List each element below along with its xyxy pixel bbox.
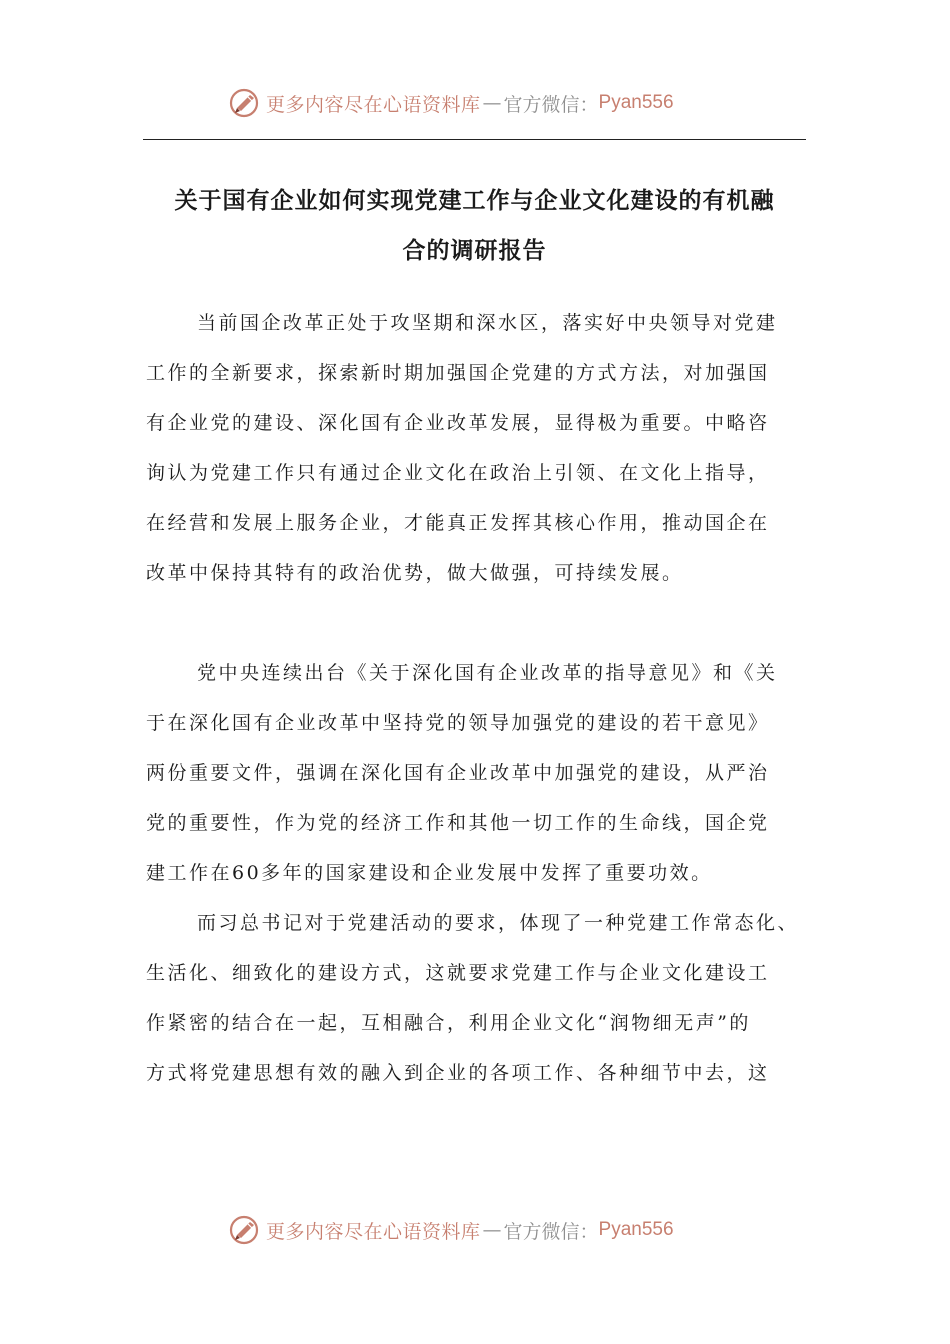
text-line: 党的重要性，作为党的经济工作和其他一切工作的生命线，国企党 (146, 812, 770, 834)
banner-wechat-id: Pyan556 (598, 1219, 674, 1240)
document-title (143, 176, 806, 276)
paragraph (146, 298, 814, 598)
banner-site-name: 更多内容尽在心语资料库 (266, 1220, 481, 1243)
header-divider (143, 139, 806, 140)
banner-wechat-label: 官方微信： (503, 1220, 599, 1243)
text-line: 改革中保持其特有的政治优势，做大做强，可持续发展。 (146, 562, 684, 584)
paragraph-spacer (146, 598, 814, 648)
banner-wechat-label: 官方微信： (503, 93, 599, 116)
text-line: 当前国企改革正处于攻坚期和深水区，落实好中央领导对党建 (197, 312, 778, 334)
text-line: 而习总书记对于党建活动的要求，体现了一种党建工作常态化、 (197, 912, 800, 934)
footer-banner (228, 1212, 674, 1248)
text-line: 方式将党建思想有效的融入到企业的各项工作、各种细节中去，这 (146, 1062, 770, 1084)
document-body (146, 298, 814, 1098)
pen-logo-icon (228, 86, 262, 120)
paragraph (146, 648, 814, 898)
text-line: 在经营和发展上服务企业，才能真正发挥其核心作用，推动国企在 (146, 512, 770, 534)
paragraph (146, 898, 814, 1098)
text-line: 两份重要文件，强调在深化国有企业改革中加强党的建设，从严治 (146, 762, 770, 784)
text-line: 作紧密的结合在一起，互相融合，利用企业文化“润物细无声”的 (146, 1012, 751, 1034)
banner-dash: — (482, 92, 502, 114)
title-line: 合的调研报告 (402, 237, 547, 264)
text-line: 工作的全新要求，探索新时期加强国企党建的方式方法，对加强国 (146, 362, 770, 384)
title-line: 关于国有企业如何实现党建工作与企业文化建设的有机融 (174, 187, 775, 214)
text-line: 建工作在60多年的国家建设和企业发展中发挥了重要功效。 (146, 862, 713, 884)
banner-wechat-id: Pyan556 (598, 92, 674, 113)
header-banner (228, 85, 674, 121)
text-line: 询认为党建工作只有通过企业文化在政治上引领、在文化上指导， (146, 462, 770, 484)
text-line: 有企业党的建设、深化国有企业改革发展，显得极为重要。中略咨 (146, 412, 770, 434)
text-line: 党中央连续出台《关于深化国有企业改革的指导意见》和《关 (197, 662, 778, 684)
text-line: 于在深化国有企业改革中坚持党的领导加强党的建设的若干意见》 (146, 712, 770, 734)
banner-dash: — (482, 1219, 502, 1241)
pen-logo-icon (228, 1213, 262, 1247)
text-line: 生活化、细致化的建设方式，这就要求党建工作与企业文化建设工 (146, 962, 770, 984)
banner-site-name: 更多内容尽在心语资料库 (266, 93, 481, 116)
